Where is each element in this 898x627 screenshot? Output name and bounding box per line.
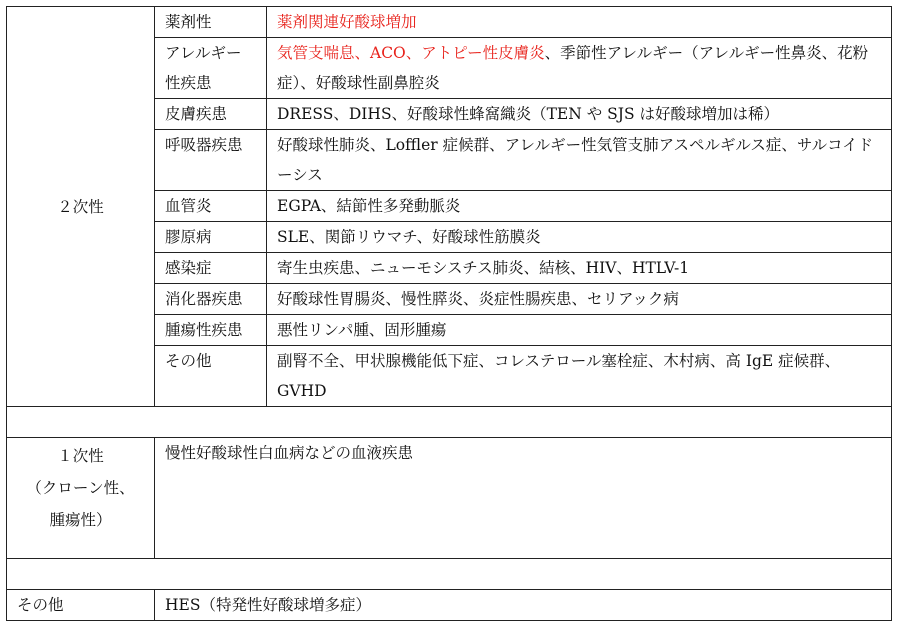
subcategory-other: その他 (155, 346, 267, 407)
category-other: その他 (7, 590, 155, 621)
description-vasculitis: EGPA、結節性多発動脈炎 (267, 191, 892, 222)
subcategory-collagen: 膠原病 (155, 222, 267, 253)
subcategory-digestive: 消化器疾患 (155, 284, 267, 315)
category-primary: １次性 （クローン性、 腫瘍性） (7, 438, 155, 559)
description-infection: 寄生虫疾患、ニューモシスチス肺炎、結核、HIV、HTLV-1 (267, 253, 892, 284)
description-hes: HES（特発性好酸球増多症） (155, 590, 892, 621)
table-row (7, 590, 892, 621)
description-digestive: 好酸球性胃腸炎、慢性膵炎、炎症性腸疾患、セリアック病 (267, 284, 892, 315)
description-skin: DRESS、DIHS、好酸球性蜂窩織炎（TEN や SJS は好酸球増加は稀） (267, 99, 892, 130)
subcategory-vasculitis: 血管炎 (155, 191, 267, 222)
subcategory-allergy: アレルギー 性疾患 (155, 38, 267, 99)
description-collagen: SLE、関節リウマチ、好酸球性筋膜炎 (267, 222, 892, 253)
description-allergy: 気管支喘息、ACO、アトピー性皮膚炎、季節性アレルギー（アレルギー性鼻炎、花粉症）、好酸球性副鼻腔炎 (267, 38, 892, 99)
eosinophilia-classification-table (6, 6, 892, 621)
table-row (7, 438, 892, 559)
subcategory-drug: 薬剤性 (155, 7, 267, 38)
description-primary: 慢性好酸球性白血病などの血液疾患 (155, 438, 892, 559)
description-drug: 薬剤関連好酸球増加 (267, 7, 892, 38)
description-other: 副腎不全、甲状腺機能低下症、コレステロール塞栓症、木村病、高 IgE 症候群、GVHD (267, 346, 892, 407)
subcategory-skin: 皮膚疾患 (155, 99, 267, 130)
spacer-row (7, 559, 892, 590)
subcategory-respiratory: 呼吸器疾患 (155, 130, 267, 191)
table-row (7, 7, 892, 38)
description-tumor: 悪性リンパ腫、固形腫瘍 (267, 315, 892, 346)
spacer-row (7, 407, 892, 438)
description-respiratory: 好酸球性肺炎、Loffler 症候群、アレルギー性気管支肺アスペルギルス症、サルコイドーシス (267, 130, 892, 191)
category-secondary: ２次性 (7, 7, 155, 407)
subcategory-infection: 感染症 (155, 253, 267, 284)
subcategory-tumor: 腫瘍性疾患 (155, 315, 267, 346)
